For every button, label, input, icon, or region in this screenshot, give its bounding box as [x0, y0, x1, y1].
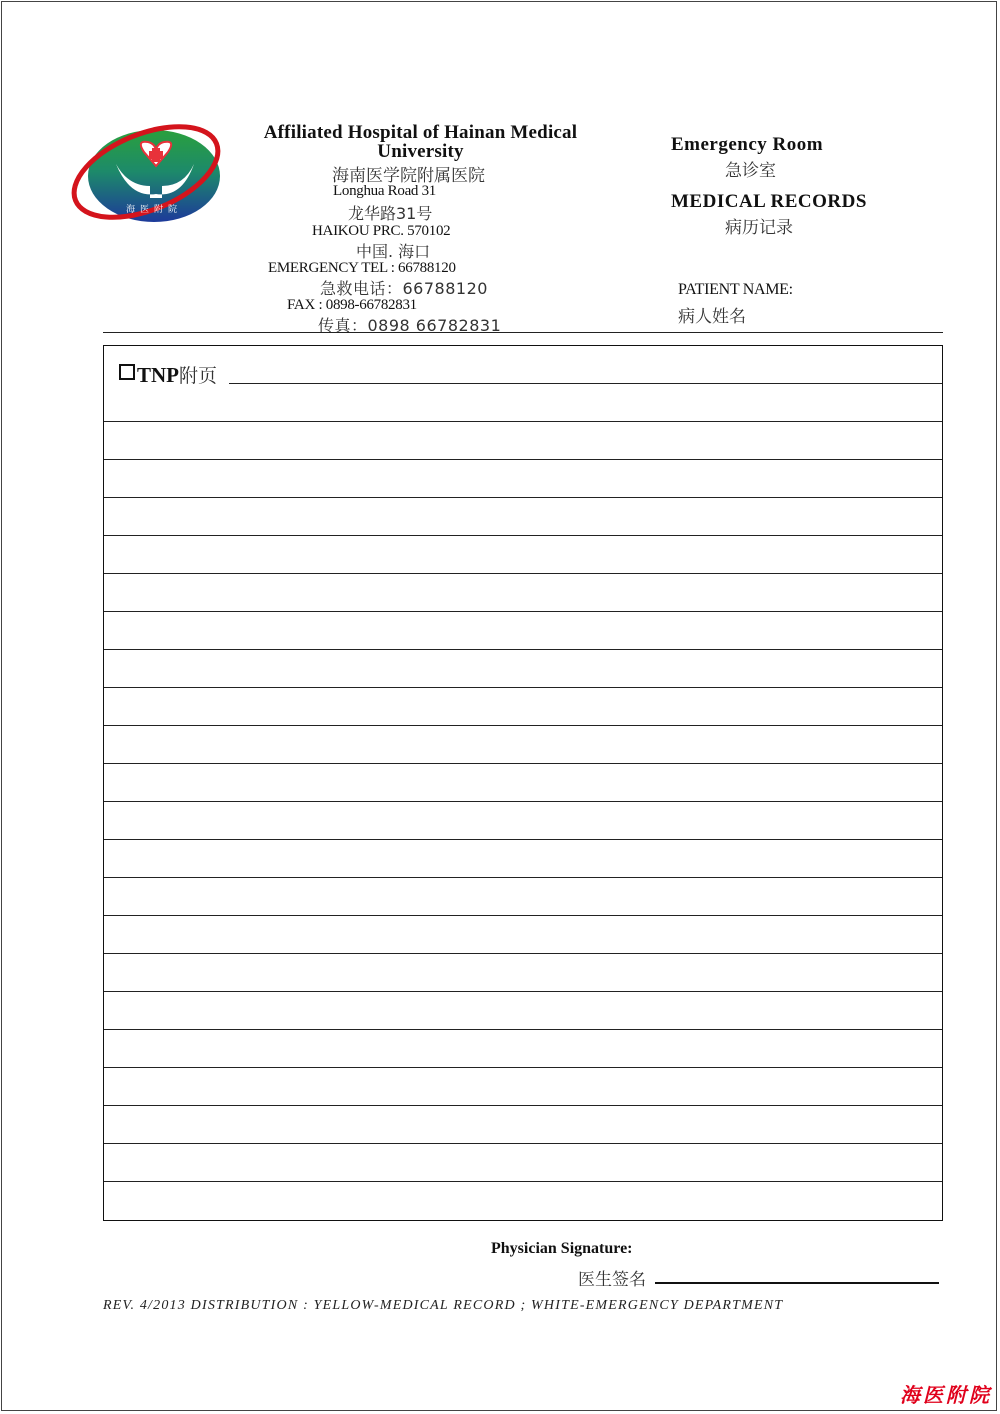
note-line[interactable]	[104, 801, 942, 802]
notes-box[interactable]	[103, 345, 943, 1221]
tnp-entry-line[interactable]	[229, 383, 942, 384]
city-zh: 中国. 海口	[356, 242, 431, 261]
department-en: Emergency Room	[671, 134, 824, 155]
tnp-label-zh: 附页	[179, 365, 218, 387]
tnp-label: TNP	[137, 363, 179, 387]
note-line[interactable]	[104, 1029, 942, 1030]
hospital-logo	[66, 112, 226, 232]
physician-signature-line[interactable]	[655, 1282, 939, 1284]
address-zh: 龙华路31号	[348, 204, 433, 223]
note-line[interactable]	[104, 1105, 942, 1106]
department-zh: 急诊室	[725, 161, 776, 181]
logo-text: 海医附院	[126, 205, 183, 215]
tnp-checkbox[interactable]	[119, 364, 135, 380]
corner-watermark: 海医附院	[900, 1383, 992, 1407]
note-line[interactable]	[104, 611, 942, 612]
note-line[interactable]	[104, 421, 942, 422]
note-line[interactable]	[104, 1067, 942, 1068]
emergency-tel-zh: 急救电话：66788120	[320, 279, 488, 298]
note-line[interactable]	[104, 497, 942, 498]
distribution-footer: REV. 4/2013 DISTRIBUTION : YELLOW-MEDICAL RECORD ; WHITE-EMERGENCY DEPARTMENT	[103, 1298, 784, 1313]
hospital-name-zh: 海南医学院附属医院	[332, 166, 485, 186]
physician-signature-label: Physician Signature:	[491, 1240, 633, 1257]
form-title-zh: 病历记录	[725, 218, 793, 238]
emergency-tel: EMERGENCY TEL : 66788120	[268, 260, 456, 276]
address-en: Longhua Road 31	[333, 183, 436, 199]
note-line[interactable]	[104, 573, 942, 574]
note-line[interactable]	[104, 1181, 942, 1182]
note-line[interactable]	[104, 687, 942, 688]
note-line[interactable]	[104, 535, 942, 536]
physician-signature-label-zh: 医生签名	[578, 1270, 646, 1290]
header-divider	[103, 332, 943, 333]
note-line[interactable]	[104, 953, 942, 954]
note-line[interactable]	[104, 915, 942, 916]
note-line[interactable]	[104, 1143, 942, 1144]
hospital-name-en: Affiliated Hospital of Hainan Medical University	[263, 122, 578, 162]
note-line[interactable]	[104, 649, 942, 650]
note-line[interactable]	[104, 459, 942, 460]
note-line[interactable]	[104, 839, 942, 840]
fax: FAX : 0898-66782831	[287, 297, 417, 313]
fax-zh: 传真：0898 66782831	[318, 316, 502, 335]
note-line[interactable]	[104, 725, 942, 726]
note-line[interactable]	[104, 877, 942, 878]
patient-name-label-zh: 病人姓名	[678, 307, 746, 327]
note-line[interactable]	[104, 991, 942, 992]
form-title-en: MEDICAL RECORDS	[671, 191, 867, 212]
note-line[interactable]	[104, 763, 942, 764]
city-en: HAIKOU PRC. 570102	[312, 223, 451, 239]
patient-name-label: PATIENT NAME:	[678, 281, 793, 298]
tnp-supplement-label[interactable]	[119, 363, 217, 388]
